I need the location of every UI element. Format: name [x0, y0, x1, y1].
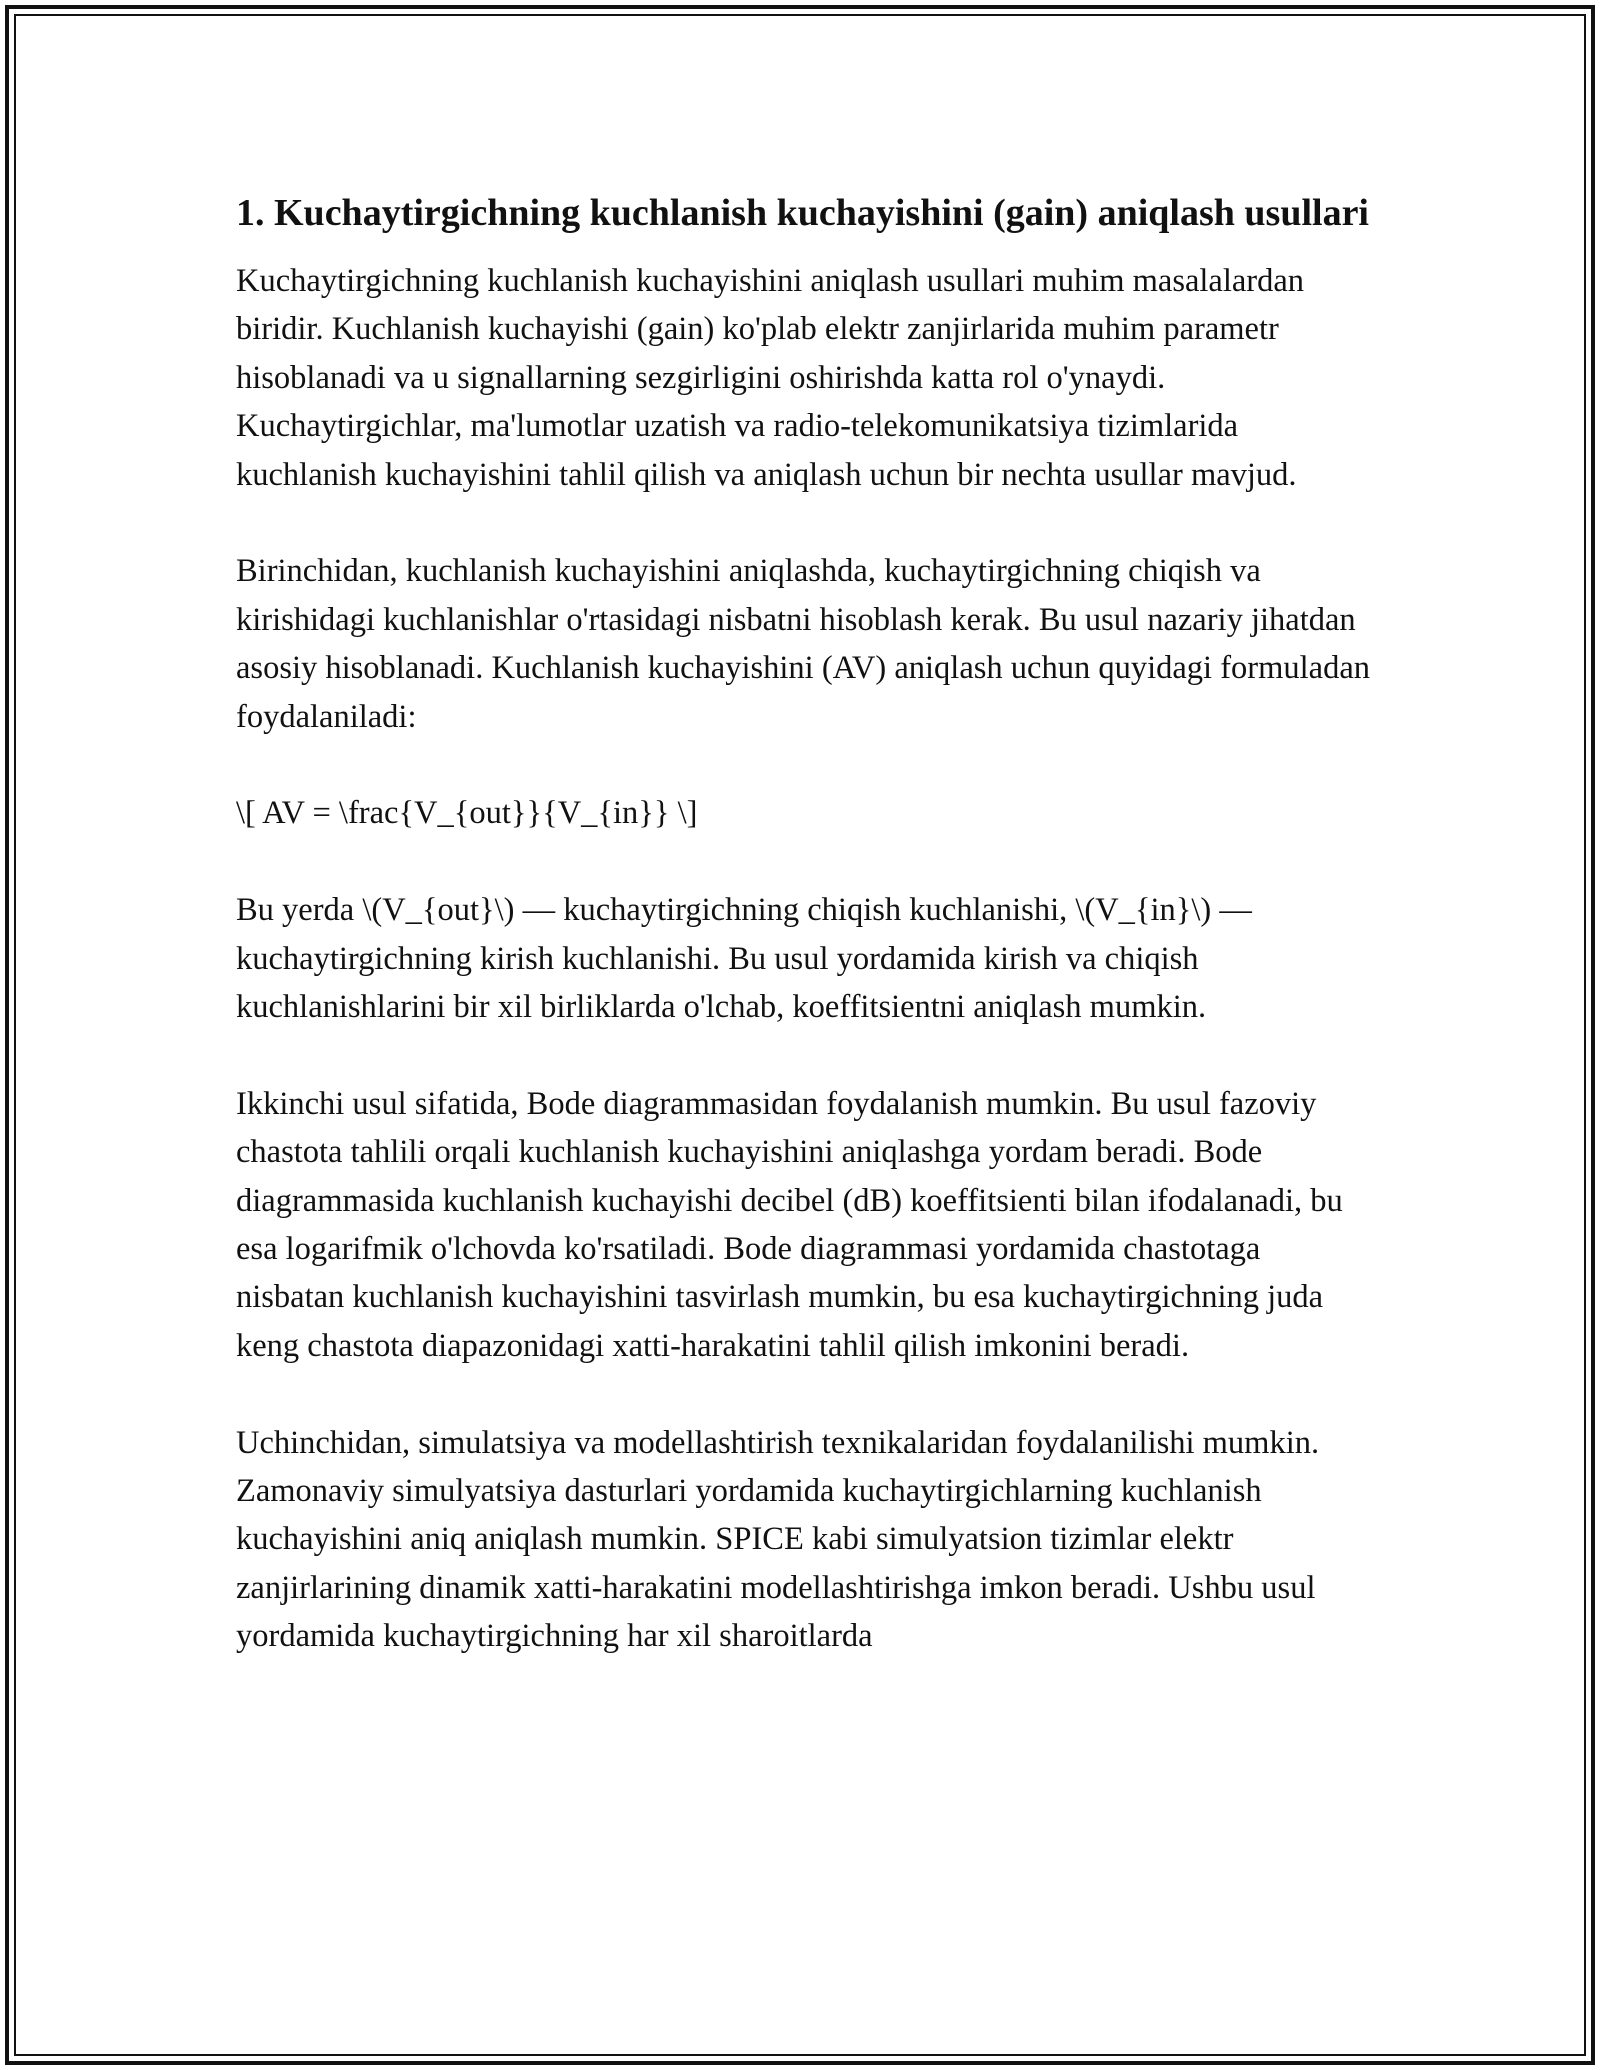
paragraph-formula-explanation: Bu yerda \(V_{out}\) — kuchaytirgichning chiqish kuchlanishi, \(V_{in}\) — kuchaytirgichning kirish kuchlanishi. Bu usul yordamida kirish va chiqish kuchlanishlarini bir xil birliklarda o'lchab, koeffitsientni aniqlash mumkin. — [236, 892, 1252, 1026]
paragraph-second-method: Ikkinchi usul sifatida, Bode diagrammasidan foydalanish mumkin. Bu usul fazoviy chastota tahlili orqali kuchlanish kuchayishini aniqlashga yordam beradi. Bode diagrammasida kuchlanish kuchayishi decibel (dB) koeffitsienti bilan ifodalanadi, bu esa logarifmik o'lchovda ko'rsatiladi. Bode diagrammasi yordamida chastotaga nisbatan kuchlanish kuchayishini tasvirlash mumkin, bu esa kuchaytirgichning juda keng chastota diapazonidagi xatti-harakatini tahlil qilish imkonini beradi. — [236, 1085, 1343, 1364]
document-body — [236, 186, 1376, 1661]
paragraph-intro: Kuchaytirgichning kuchlanish kuchayishini aniqlash usullari muhim masalalardan biridir. Kuchlanish kuchayishi (gain) ko'plab elektr zanjirlarida muhim parametr hisoblanadi va u signallarning sezgirligini oshirishda katta rol o'ynaydi. Kuchaytirgichlar, ma'lumotlar uzatish va radio-telekomunikatsiya tizimlarida kuchlanish kuchayishini tahlil qilish va aniqlash uchun bir nechta usullar mavjud. — [236, 263, 1305, 493]
formula-line: \[ AV = \frac{V_{out}}{V_{in}} \] — [236, 795, 698, 832]
section-heading: 1. Kuchaytirgichning kuchlanish kuchayishini (gain) aniqlash usullari — [236, 192, 1369, 234]
paragraph-first-method: Birinchidan, kuchlanish kuchayishini aniqlashda, kuchaytirgichning chiqish va kirishidagi kuchlanishlar o'rtasidagi nisbatni hisoblash kerak. Bu usul nazariy jihatdan asosiy hisoblanadi. Kuchlanish kuchayishini (AV) aniqlash uchun quyidagi formuladan foydalaniladi: — [236, 553, 1370, 735]
body-text — [236, 257, 1376, 1661]
paragraph-third-method: Uchinchidan, simulatsiya va modellashtirish texnikalaridan foydalanilishi mumkin. Zamonaviy simulyatsiya dasturlari yordamida kuchaytirgichlarning kuchlanish kuchayishini aniq aniqlash mumkin. SPICE kabi simulyatsion tizimlar elektr zanjirlarining dinamik xatti-harakatini modellashtirishga imkon beradi. Ushbu usul yordamida kuchaytirgichning har xil sharoitlarda — [236, 1424, 1320, 1655]
